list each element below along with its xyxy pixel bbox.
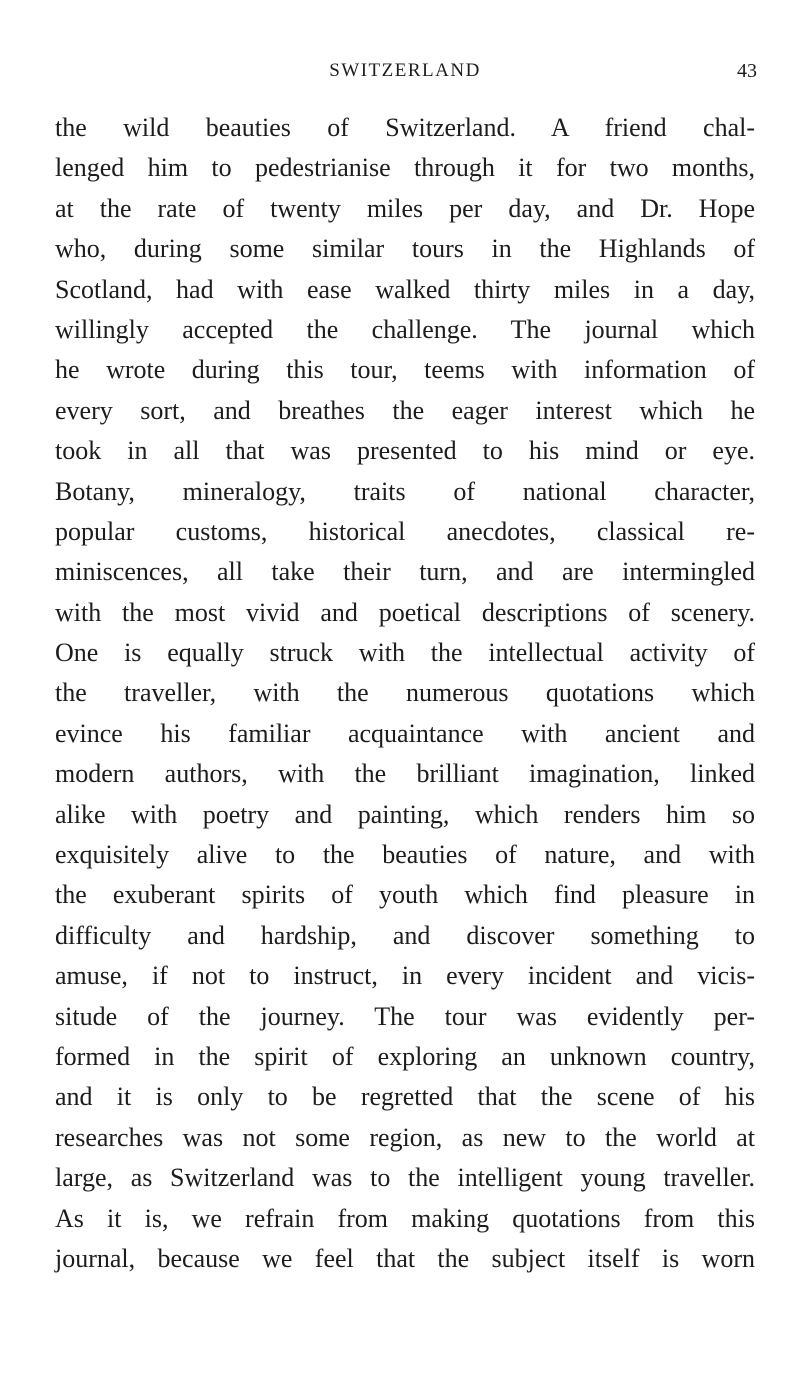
text-line: modern authors, with the brilliant imagination, linked (55, 759, 755, 789)
text-line: journal, because we feel that the subject itself is worn (55, 1243, 755, 1273)
text-line: Scotland, had with ease walked thirty miles in a day, (55, 274, 755, 304)
text-line: at the rate of twenty miles per day, and Dr. Hope (55, 193, 755, 223)
body-text (55, 108, 755, 1279)
page-number: 43 (737, 60, 757, 82)
text-line: lenged him to pedestrianise through it for two months, (55, 153, 755, 183)
text-line: As it is, we refrain from making quotations from this (55, 1203, 755, 1233)
text-line: and it is only to be regretted that the scene of his (55, 1082, 755, 1112)
text-line: evince his familiar acquaintance with ancient and (55, 718, 755, 748)
text-line: exquisitely alive to the beauties of nature, and with (55, 840, 755, 870)
text-line: he wrote during this tour, teems with information of (55, 355, 755, 385)
text-line: alike with poetry and painting, which renders him so (55, 799, 755, 829)
text-line: popular customs, historical anecdotes, classical re- (55, 516, 755, 546)
text-line: the wild beauties of Switzerland. A friend chal- (55, 113, 755, 142)
text-line: who, during some similar tours in the Highlands of (55, 234, 755, 264)
text-line: large, as Switzerland was to the intelligent young traveller. (55, 1163, 755, 1193)
running-title: SWITZERLAND (329, 60, 481, 81)
text-line: situde of the journey. The tour was evidently per- (55, 1001, 755, 1031)
text-line: every sort, and breathes the eager interest which he (55, 395, 755, 425)
text-line: with the most vivid and poetical descriptions of scenery. (55, 597, 755, 627)
text-line: One is equally struck with the intellectual activity of (55, 638, 755, 668)
text-line: researches was not some region, as new to the world at (55, 1122, 755, 1152)
text-line: took in all that was presented to his mind or eye. (55, 436, 755, 466)
text-line: the traveller, with the numerous quotations which (55, 678, 755, 708)
text-line: miniscences, all take their turn, and are intermingled (55, 557, 755, 587)
text-line: Botany, mineralogy, traits of national character, (55, 476, 755, 506)
text-line: difficulty and hardship, and discover something to (55, 920, 755, 950)
text-line: amuse, if not to instruct, in every incident and vicis- (55, 961, 755, 991)
text-line: the exuberant spirits of youth which find pleasure in (55, 880, 755, 910)
running-head (55, 60, 755, 90)
text-line: willingly accepted the challenge. The journal which (55, 314, 755, 344)
text-line: formed in the spirit of exploring an unknown country, (55, 1041, 755, 1071)
